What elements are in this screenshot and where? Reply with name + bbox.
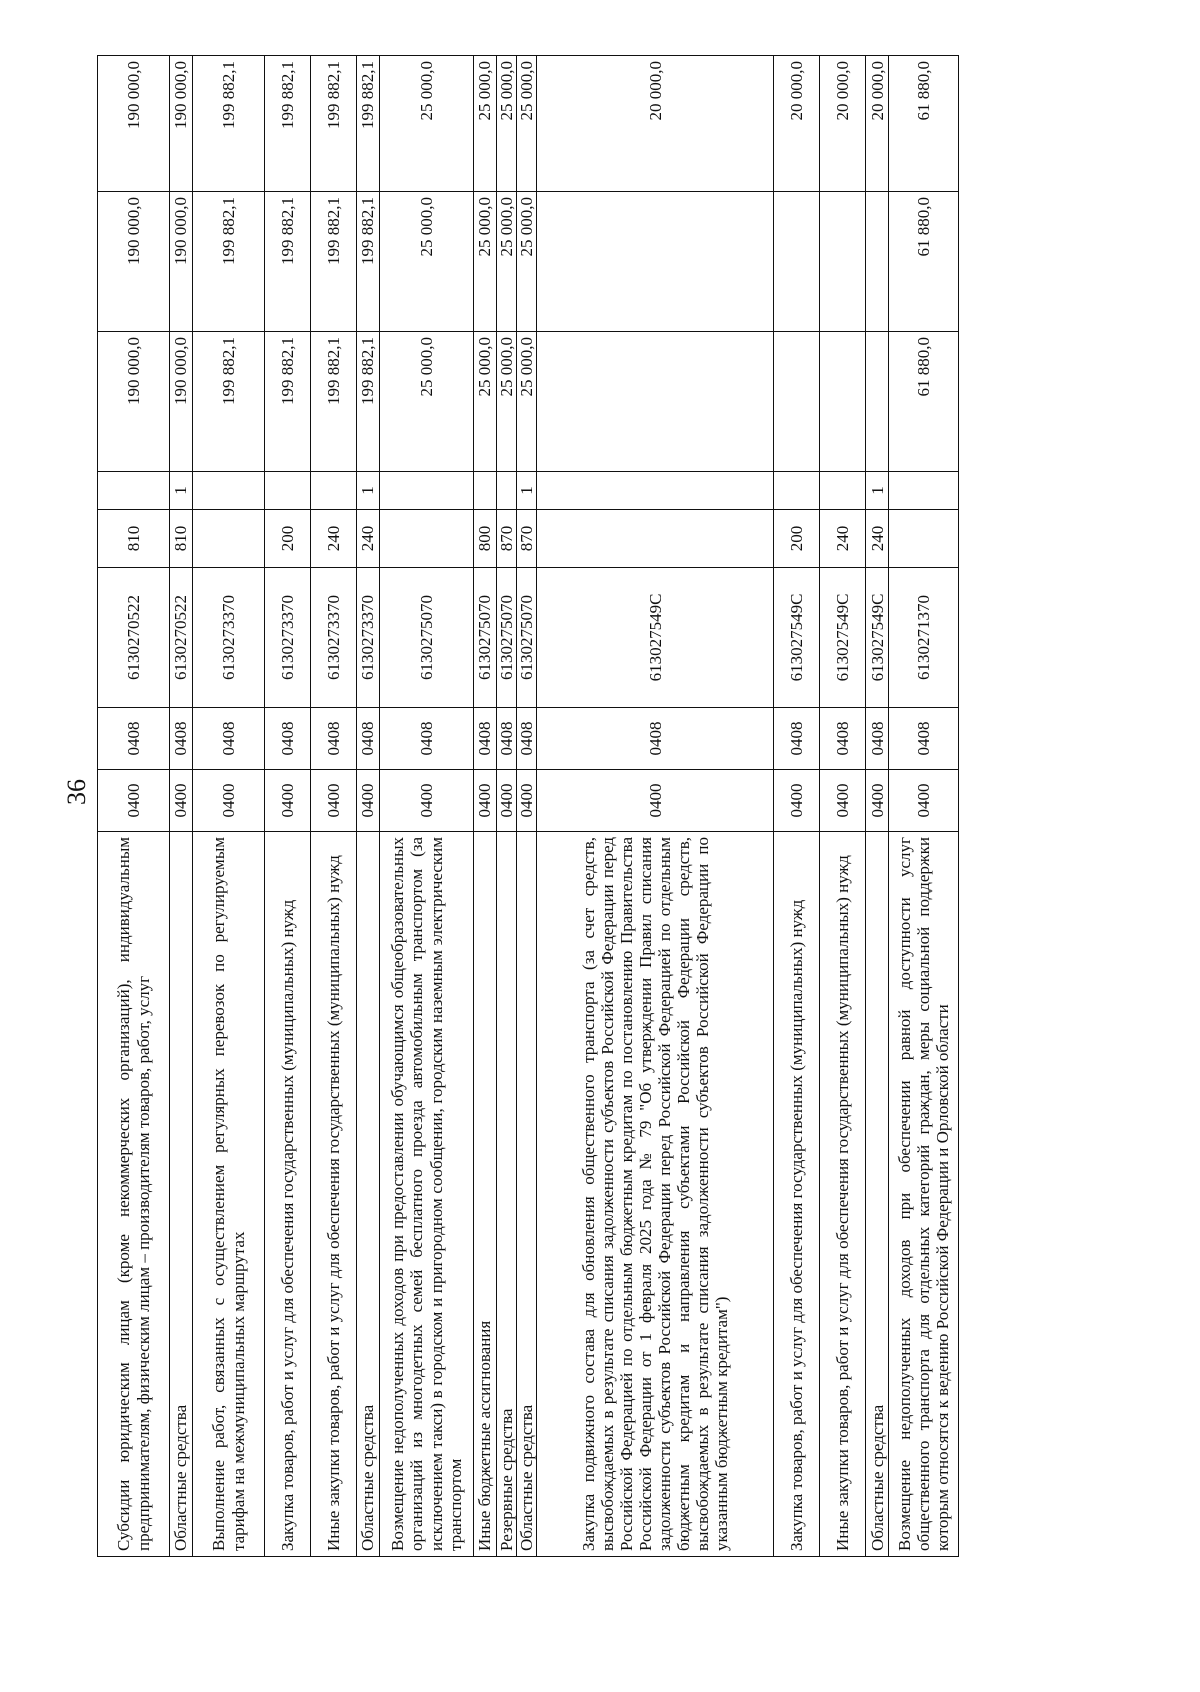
page-number: 36: [62, 779, 91, 805]
row-name-cell: Областные средства: [517, 832, 537, 1557]
subsection-code-cell: 0408: [537, 708, 774, 770]
budget-table: [97, 55, 959, 1557]
amount-year-3-cell: 25 000,0: [497, 56, 517, 192]
amount-year-3-cell: 25 000,0: [380, 56, 474, 192]
target-article-cell: 6130270522: [170, 568, 193, 708]
amount-year-1-cell: 25 000,0: [497, 332, 517, 472]
source-mark-cell: [311, 472, 357, 510]
expense-type-cell: 870: [497, 510, 517, 568]
target-article-cell: 613027549С: [820, 568, 866, 708]
subsection-code-cell: 0408: [497, 708, 517, 770]
table-row: [497, 56, 517, 1557]
row-name-cell: Закупка товаров, работ и услуг для обеспечения государственных (муниципальных) нужд: [265, 832, 311, 1557]
section-code-cell: 0400: [265, 770, 311, 832]
table-row: [98, 56, 170, 1557]
amount-year-1-cell: 61 880,0: [889, 332, 959, 472]
row-name-cell: Резервные средства: [497, 832, 517, 1557]
row-name-cell: Иные бюджетные ассигнования: [474, 832, 497, 1557]
source-mark-cell: [889, 472, 959, 510]
section-code-cell: 0400: [193, 770, 265, 832]
amount-year-3-cell: 25 000,0: [474, 56, 497, 192]
subsection-code-cell: 0408: [517, 708, 537, 770]
row-name-cell: Выполнение работ, связанных с осуществлением регулярных перевозок по регулируемым тарифам на межмуниципальных маршрутах: [193, 832, 265, 1557]
target-article-cell: 6130271370: [889, 568, 959, 708]
expense-type-cell: [193, 510, 265, 568]
amount-year-2-cell: 25 000,0: [517, 192, 537, 332]
section-code-cell: 0400: [170, 770, 193, 832]
table-row: [193, 56, 265, 1557]
amount-year-1-cell: 190 000,0: [170, 332, 193, 472]
amount-year-2-cell: 199 882,1: [265, 192, 311, 332]
target-article-cell: 6130270522: [98, 568, 170, 708]
source-mark-cell: 1: [517, 472, 537, 510]
amount-year-2-cell: 190 000,0: [98, 192, 170, 332]
amount-year-1-cell: [820, 332, 866, 472]
amount-year-3-cell: 25 000,0: [517, 56, 537, 192]
expense-type-cell: 240: [820, 510, 866, 568]
expense-type-cell: 800: [474, 510, 497, 568]
amount-year-2-cell: 199 882,1: [357, 192, 380, 332]
source-mark-cell: 1: [170, 472, 193, 510]
subsection-code-cell: 0408: [98, 708, 170, 770]
source-mark-cell: [474, 472, 497, 510]
expense-type-cell: 200: [265, 510, 311, 568]
section-code-cell: 0400: [98, 770, 170, 832]
row-name-cell: Областные средства: [170, 832, 193, 1557]
section-code-cell: 0400: [357, 770, 380, 832]
amount-year-3-cell: 20 000,0: [537, 56, 774, 192]
amount-year-2-cell: [820, 192, 866, 332]
amount-year-2-cell: 61 880,0: [889, 192, 959, 332]
table-row: [380, 56, 474, 1557]
section-code-cell: 0400: [889, 770, 959, 832]
amount-year-2-cell: 25 000,0: [474, 192, 497, 332]
amount-year-1-cell: 199 882,1: [265, 332, 311, 472]
subsection-code-cell: 0408: [311, 708, 357, 770]
amount-year-2-cell: [537, 192, 774, 332]
source-mark-cell: [380, 472, 474, 510]
amount-year-2-cell: 199 882,1: [311, 192, 357, 332]
amount-year-3-cell: 190 000,0: [170, 56, 193, 192]
target-article-cell: 6130273370: [193, 568, 265, 708]
source-mark-cell: [774, 472, 820, 510]
source-mark-cell: 1: [866, 472, 889, 510]
section-code-cell: 0400: [820, 770, 866, 832]
row-name-cell: Иные закупки товаров, работ и услуг для обеспечения государственных (муниципальных) нужд: [311, 832, 357, 1557]
table-row: [474, 56, 497, 1557]
amount-year-3-cell: 20 000,0: [774, 56, 820, 192]
subsection-code-cell: 0408: [380, 708, 474, 770]
source-mark-cell: [193, 472, 265, 510]
amount-year-3-cell: 199 882,1: [357, 56, 380, 192]
source-mark-cell: [497, 472, 517, 510]
amount-year-1-cell: 199 882,1: [193, 332, 265, 472]
section-code-cell: 0400: [774, 770, 820, 832]
amount-year-3-cell: 199 882,1: [311, 56, 357, 192]
amount-year-1-cell: 25 000,0: [474, 332, 497, 472]
subsection-code-cell: 0408: [357, 708, 380, 770]
amount-year-1-cell: 25 000,0: [380, 332, 474, 472]
target-article-cell: 6130273370: [357, 568, 380, 708]
section-code-cell: 0400: [311, 770, 357, 832]
amount-year-1-cell: [537, 332, 774, 472]
expense-type-cell: 810: [98, 510, 170, 568]
target-article-cell: 6130273370: [265, 568, 311, 708]
section-code-cell: 0400: [474, 770, 497, 832]
table-row: [537, 56, 774, 1557]
subsection-code-cell: 0408: [170, 708, 193, 770]
expense-type-cell: 240: [311, 510, 357, 568]
section-code-cell: 0400: [517, 770, 537, 832]
amount-year-1-cell: 199 882,1: [357, 332, 380, 472]
expense-type-cell: 240: [866, 510, 889, 568]
source-mark-cell: [537, 472, 774, 510]
table-row: [774, 56, 820, 1557]
subsection-code-cell: 0408: [866, 708, 889, 770]
expense-type-cell: 870: [517, 510, 537, 568]
amount-year-2-cell: [866, 192, 889, 332]
section-code-cell: 0400: [537, 770, 774, 832]
row-name-cell: Закупка товаров, работ и услуг для обеспечения государственных (муниципальных) нужд: [774, 832, 820, 1557]
section-code-cell: 0400: [497, 770, 517, 832]
subsection-code-cell: 0408: [820, 708, 866, 770]
amount-year-3-cell: 199 882,1: [265, 56, 311, 192]
amount-year-3-cell: 20 000,0: [820, 56, 866, 192]
amount-year-2-cell: 190 000,0: [170, 192, 193, 332]
target-article-cell: 613027549С: [866, 568, 889, 708]
amount-year-2-cell: 199 882,1: [193, 192, 265, 332]
amount-year-3-cell: 199 882,1: [193, 56, 265, 192]
amount-year-2-cell: 25 000,0: [380, 192, 474, 332]
row-name-cell: Субсидии юридическим лицам (кроме некоммерческих организаций), индивидуальным предпринимателям, физическим лицам – производителям товаров, работ, услуг: [98, 832, 170, 1557]
section-code-cell: 0400: [380, 770, 474, 832]
subsection-code-cell: 0408: [265, 708, 311, 770]
target-article-cell: 6130275070: [497, 568, 517, 708]
source-mark-cell: 1: [357, 472, 380, 510]
expense-type-cell: 240: [357, 510, 380, 568]
amount-year-2-cell: [774, 192, 820, 332]
expense-type-cell: [889, 510, 959, 568]
expense-type-cell: 810: [170, 510, 193, 568]
amount-year-1-cell: 199 882,1: [311, 332, 357, 472]
table-row: [265, 56, 311, 1557]
target-article-cell: 6130273370: [311, 568, 357, 708]
source-mark-cell: [265, 472, 311, 510]
target-article-cell: 6130275070: [517, 568, 537, 708]
subsection-code-cell: 0408: [193, 708, 265, 770]
target-article-cell: 613027549С: [537, 568, 774, 708]
budget-table-body: [98, 56, 959, 1557]
amount-year-3-cell: 190 000,0: [98, 56, 170, 192]
table-row: [889, 56, 959, 1557]
subsection-code-cell: 0408: [474, 708, 497, 770]
row-name-cell: Возмещение недополученных доходов при обеспечении равной доступности услуг общественного транспорта для отдельных категорий граждан, меры социальной поддержки которым относятся к ведению Российской Федерации и Орловской области: [889, 832, 959, 1557]
amount-year-1-cell: 190 000,0: [98, 332, 170, 472]
row-name-cell: Закупка подвижного состава для обновления общественного транспорта (за счет средств, высвобождаемых в результате списания задолженности субъектов Российской Федерации перед Российской Федерацией по отдельным бюджетным кредитам по постановлению Правительства Российской Федерации от 1 февраля 2025 года № 79 "Об утверждении Правил списания задолженности субъектов Российской Федерации перед Российской Федерацией по отдельным бюджетным кредитам и направления субъектами Российской Федерации средств, высвобождаемых в результате списания задолженности субъектов Российской Федерации по указанным бюджетным кредитам"): [537, 832, 774, 1557]
subsection-code-cell: 0408: [774, 708, 820, 770]
source-mark-cell: [98, 472, 170, 510]
target-article-cell: 6130275070: [380, 568, 474, 708]
row-name-cell: Областные средства: [357, 832, 380, 1557]
amount-year-1-cell: [774, 332, 820, 472]
section-code-cell: 0400: [866, 770, 889, 832]
expense-type-cell: 200: [774, 510, 820, 568]
row-name-cell: Иные закупки товаров, работ и услуг для обеспечения государственных (муниципальных) нужд: [820, 832, 866, 1557]
target-article-cell: 613027549С: [774, 568, 820, 708]
table-row: [866, 56, 889, 1557]
expense-type-cell: [380, 510, 474, 568]
row-name-cell: Возмещение недополученных доходов при предоставлении обучающимся общеобразовательных организаций из многодетных семей бесплатного проезда автомобильным транспортом (за исключением такси) в городском и пригородном сообщении, городским наземным электрическим транспортом: [380, 832, 474, 1557]
row-name-cell: Областные средства: [866, 832, 889, 1557]
target-article-cell: 6130275070: [474, 568, 497, 708]
amount-year-1-cell: [866, 332, 889, 472]
table-row: [357, 56, 380, 1557]
amount-year-1-cell: 25 000,0: [517, 332, 537, 472]
subsection-code-cell: 0408: [889, 708, 959, 770]
source-mark-cell: [820, 472, 866, 510]
table-row: [311, 56, 357, 1557]
table-row: [170, 56, 193, 1557]
table-row: [517, 56, 537, 1557]
table-row: [820, 56, 866, 1557]
amount-year-2-cell: 25 000,0: [497, 192, 517, 332]
expense-type-cell: [537, 510, 774, 568]
amount-year-3-cell: 61 880,0: [889, 56, 959, 192]
amount-year-3-cell: 20 000,0: [866, 56, 889, 192]
